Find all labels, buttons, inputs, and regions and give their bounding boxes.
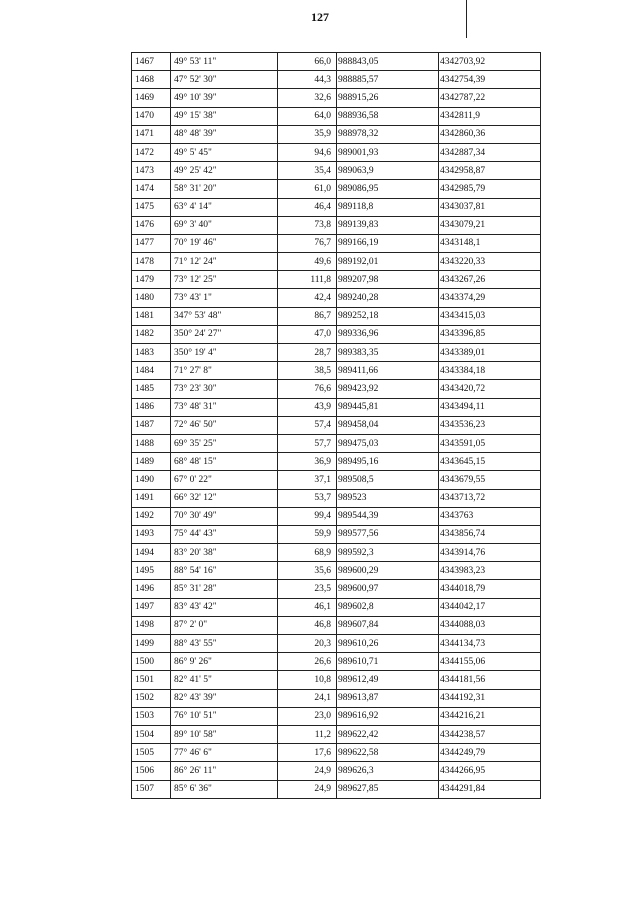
- length-cell: 68,9: [278, 544, 337, 562]
- y-coordinate-cell: 4343914,76: [439, 544, 541, 562]
- length-cell: 35,9: [278, 125, 337, 143]
- bearing-cell: 71° 12' 24": [171, 253, 278, 271]
- bearing-cell: 85° 6' 36": [171, 780, 278, 798]
- point-number-cell: 1474: [132, 180, 171, 198]
- x-coordinate-cell: 989139,83: [337, 216, 439, 234]
- point-number-cell: 1490: [132, 471, 171, 489]
- point-number-cell: 1482: [132, 325, 171, 343]
- length-cell: 24,1: [278, 689, 337, 707]
- table-row: [132, 234, 541, 252]
- table-row: [132, 707, 541, 725]
- table-row: [132, 398, 541, 416]
- table-row: [132, 416, 541, 434]
- length-cell: 37,1: [278, 471, 337, 489]
- point-number-cell: 1505: [132, 744, 171, 762]
- table-row: [132, 744, 541, 762]
- length-cell: 47,0: [278, 325, 337, 343]
- point-number-cell: 1497: [132, 598, 171, 616]
- point-number-cell: 1503: [132, 707, 171, 725]
- y-coordinate-cell: 4343536,23: [439, 416, 541, 434]
- y-coordinate-cell: 4342754,39: [439, 71, 541, 89]
- bearing-cell: 69° 35' 25": [171, 434, 278, 452]
- x-coordinate-cell: 989423,92: [337, 380, 439, 398]
- table-row: [132, 253, 541, 271]
- x-coordinate-cell: 989086,95: [337, 180, 439, 198]
- length-cell: 44,3: [278, 71, 337, 89]
- length-cell: 35,4: [278, 162, 337, 180]
- point-number-cell: 1499: [132, 635, 171, 653]
- bearing-cell: 67° 0' 22": [171, 471, 278, 489]
- length-cell: 86,7: [278, 307, 337, 325]
- table-row: [132, 671, 541, 689]
- point-number-cell: 1481: [132, 307, 171, 325]
- x-coordinate-cell: 989610,26: [337, 635, 439, 653]
- length-cell: 76,6: [278, 380, 337, 398]
- x-coordinate-cell: 989523: [337, 489, 439, 507]
- bearing-cell: 49° 53' 11": [171, 53, 278, 71]
- x-coordinate-cell: 989577,56: [337, 525, 439, 543]
- bearing-cell: 71° 27' 8": [171, 362, 278, 380]
- x-coordinate-cell: 989383,35: [337, 344, 439, 362]
- y-coordinate-cell: 4343420,72: [439, 380, 541, 398]
- x-coordinate-cell: 989495,16: [337, 453, 439, 471]
- length-cell: 99,4: [278, 507, 337, 525]
- x-coordinate-cell: 988978,32: [337, 125, 439, 143]
- length-cell: 17,6: [278, 744, 337, 762]
- table-row: [132, 616, 541, 634]
- y-coordinate-cell: 4344238,57: [439, 725, 541, 743]
- table-row: [132, 562, 541, 580]
- table-row: [132, 653, 541, 671]
- y-coordinate-cell: 4343396,85: [439, 325, 541, 343]
- y-coordinate-cell: 4343983,23: [439, 562, 541, 580]
- length-cell: 35,6: [278, 562, 337, 580]
- x-coordinate-cell: 989508,5: [337, 471, 439, 489]
- point-number-cell: 1473: [132, 162, 171, 180]
- point-number-cell: 1472: [132, 143, 171, 161]
- y-coordinate-cell: 4343494,11: [439, 398, 541, 416]
- y-coordinate-cell: 4342703,92: [439, 53, 541, 71]
- bearing-cell: 77° 46' 6": [171, 744, 278, 762]
- table-row: [132, 162, 541, 180]
- x-coordinate-cell: 989610,71: [337, 653, 439, 671]
- point-number-cell: 1483: [132, 344, 171, 362]
- table-row: [132, 271, 541, 289]
- length-cell: 46,8: [278, 616, 337, 634]
- bearing-cell: 88° 54' 16": [171, 562, 278, 580]
- table-row: [132, 598, 541, 616]
- x-coordinate-cell: 988843,05: [337, 53, 439, 71]
- point-number-cell: 1494: [132, 544, 171, 562]
- length-cell: 59,9: [278, 525, 337, 543]
- length-cell: 76,7: [278, 234, 337, 252]
- bearing-cell: 73° 12' 25": [171, 271, 278, 289]
- table-row: [132, 289, 541, 307]
- point-number-cell: 1495: [132, 562, 171, 580]
- table-row: [132, 107, 541, 125]
- x-coordinate-cell: 989622,42: [337, 725, 439, 743]
- bearing-cell: 58° 31' 20": [171, 180, 278, 198]
- bearing-cell: 350° 19' 4": [171, 344, 278, 362]
- x-coordinate-cell: 988915,26: [337, 89, 439, 107]
- x-coordinate-cell: 989600,97: [337, 580, 439, 598]
- length-cell: 23,5: [278, 580, 337, 598]
- length-cell: 53,7: [278, 489, 337, 507]
- table-row: [132, 380, 541, 398]
- length-cell: 61,0: [278, 180, 337, 198]
- x-coordinate-cell: 989192,01: [337, 253, 439, 271]
- y-coordinate-cell: 4343148,1: [439, 234, 541, 252]
- table-row: [132, 507, 541, 525]
- length-cell: 64,0: [278, 107, 337, 125]
- length-cell: 66,0: [278, 53, 337, 71]
- length-cell: 57,4: [278, 416, 337, 434]
- y-coordinate-cell: 4344042,17: [439, 598, 541, 616]
- table-row: [132, 344, 541, 362]
- y-coordinate-cell: 4343037,81: [439, 198, 541, 216]
- point-number-cell: 1507: [132, 780, 171, 798]
- x-coordinate-cell: 989600,29: [337, 562, 439, 580]
- point-number-cell: 1500: [132, 653, 171, 671]
- y-coordinate-cell: 4343856,74: [439, 525, 541, 543]
- point-number-cell: 1484: [132, 362, 171, 380]
- coordinates-table-body: [132, 53, 541, 799]
- bearing-cell: 347° 53' 48": [171, 307, 278, 325]
- x-coordinate-cell: 989475,03: [337, 434, 439, 452]
- x-coordinate-cell: 989240,28: [337, 289, 439, 307]
- y-coordinate-cell: 4343713,72: [439, 489, 541, 507]
- y-coordinate-cell: 4344018,79: [439, 580, 541, 598]
- table-row: [132, 307, 541, 325]
- table-row: [132, 689, 541, 707]
- point-number-cell: 1488: [132, 434, 171, 452]
- length-cell: 32,6: [278, 89, 337, 107]
- table-row: [132, 89, 541, 107]
- table-row: [132, 635, 541, 653]
- table-row: [132, 544, 541, 562]
- bearing-cell: 76° 10' 51": [171, 707, 278, 725]
- x-coordinate-cell: 989336,96: [337, 325, 439, 343]
- point-number-cell: 1504: [132, 725, 171, 743]
- bearing-cell: 63° 4' 14": [171, 198, 278, 216]
- point-number-cell: 1493: [132, 525, 171, 543]
- table-row: [132, 71, 541, 89]
- length-cell: 26,6: [278, 653, 337, 671]
- y-coordinate-cell: 4343591,05: [439, 434, 541, 452]
- length-cell: 57,7: [278, 434, 337, 452]
- point-number-cell: 1480: [132, 289, 171, 307]
- point-number-cell: 1468: [132, 71, 171, 89]
- bearing-cell: 88° 43' 55": [171, 635, 278, 653]
- point-number-cell: 1506: [132, 762, 171, 780]
- length-cell: 38,5: [278, 362, 337, 380]
- length-cell: 36,9: [278, 453, 337, 471]
- length-cell: 49,6: [278, 253, 337, 271]
- table-row: [132, 453, 541, 471]
- length-cell: 20,3: [278, 635, 337, 653]
- table-row: [132, 525, 541, 543]
- length-cell: 28,7: [278, 344, 337, 362]
- bearing-cell: 49° 25' 42": [171, 162, 278, 180]
- y-coordinate-cell: 4343415,03: [439, 307, 541, 325]
- length-cell: 11,2: [278, 725, 337, 743]
- coordinates-table: [131, 52, 541, 799]
- point-number-cell: 1470: [132, 107, 171, 125]
- length-cell: 46,4: [278, 198, 337, 216]
- table-row: [132, 434, 541, 452]
- length-cell: 73,8: [278, 216, 337, 234]
- y-coordinate-cell: 4343389,01: [439, 344, 541, 362]
- bearing-cell: 86° 9' 26": [171, 653, 278, 671]
- x-coordinate-cell: 988936,58: [337, 107, 439, 125]
- bearing-cell: 83° 43' 42": [171, 598, 278, 616]
- point-number-cell: 1477: [132, 234, 171, 252]
- length-cell: 42,4: [278, 289, 337, 307]
- length-cell: 24,9: [278, 762, 337, 780]
- x-coordinate-cell: 989613,87: [337, 689, 439, 707]
- page-number: 127: [311, 10, 329, 24]
- point-number-cell: 1489: [132, 453, 171, 471]
- bearing-cell: 73° 23' 30": [171, 380, 278, 398]
- point-number-cell: 1479: [132, 271, 171, 289]
- x-coordinate-cell: 989607,84: [337, 616, 439, 634]
- table-row: [132, 143, 541, 161]
- y-coordinate-cell: 4343079,21: [439, 216, 541, 234]
- bearing-cell: 73° 43' 1": [171, 289, 278, 307]
- y-coordinate-cell: 4344088,03: [439, 616, 541, 634]
- y-coordinate-cell: 4344249,79: [439, 744, 541, 762]
- x-coordinate-cell: 989118,8: [337, 198, 439, 216]
- bearing-cell: 83° 20' 38": [171, 544, 278, 562]
- table-row: [132, 216, 541, 234]
- table-row: [132, 53, 541, 71]
- table-row: [132, 471, 541, 489]
- x-coordinate-cell: 989445,81: [337, 398, 439, 416]
- point-number-cell: 1467: [132, 53, 171, 71]
- table-row: [132, 325, 541, 343]
- x-coordinate-cell: 989626,3: [337, 762, 439, 780]
- bearing-cell: 89° 10' 58": [171, 725, 278, 743]
- table-row: [132, 125, 541, 143]
- point-number-cell: 1492: [132, 507, 171, 525]
- length-cell: 10,8: [278, 671, 337, 689]
- point-number-cell: 1498: [132, 616, 171, 634]
- length-cell: 43,9: [278, 398, 337, 416]
- point-number-cell: 1502: [132, 689, 171, 707]
- y-coordinate-cell: 4344192,31: [439, 689, 541, 707]
- y-coordinate-cell: 4343384,18: [439, 362, 541, 380]
- y-coordinate-cell: 4343267,26: [439, 271, 541, 289]
- x-coordinate-cell: 989602,8: [337, 598, 439, 616]
- x-coordinate-cell: 989627,85: [337, 780, 439, 798]
- y-coordinate-cell: 4342860,36: [439, 125, 541, 143]
- y-coordinate-cell: 4343763: [439, 507, 541, 525]
- table-row: [132, 762, 541, 780]
- length-cell: 24,9: [278, 780, 337, 798]
- y-coordinate-cell: 4344291,84: [439, 780, 541, 798]
- bearing-cell: 66° 32' 12": [171, 489, 278, 507]
- bearing-cell: 350° 24' 27": [171, 325, 278, 343]
- table-row: [132, 725, 541, 743]
- x-coordinate-cell: 989592,3: [337, 544, 439, 562]
- bearing-cell: 85° 31' 28": [171, 580, 278, 598]
- y-coordinate-cell: 4342958,87: [439, 162, 541, 180]
- y-coordinate-cell: 4342811,9: [439, 107, 541, 125]
- x-coordinate-cell: 989207,98: [337, 271, 439, 289]
- table-row: [132, 198, 541, 216]
- table-row: [132, 780, 541, 798]
- bearing-cell: 82° 43' 39": [171, 689, 278, 707]
- bearing-cell: 73° 48' 31": [171, 398, 278, 416]
- x-coordinate-cell: 988885,57: [337, 71, 439, 89]
- length-cell: 46,1: [278, 598, 337, 616]
- y-coordinate-cell: 4344181,56: [439, 671, 541, 689]
- x-coordinate-cell: 989252,18: [337, 307, 439, 325]
- y-coordinate-cell: 4344155,06: [439, 653, 541, 671]
- x-coordinate-cell: 989411,66: [337, 362, 439, 380]
- x-coordinate-cell: 989063,9: [337, 162, 439, 180]
- y-coordinate-cell: 4342887,34: [439, 143, 541, 161]
- x-coordinate-cell: 989612,49: [337, 671, 439, 689]
- x-coordinate-cell: 989616,92: [337, 707, 439, 725]
- point-number-cell: 1496: [132, 580, 171, 598]
- point-number-cell: 1486: [132, 398, 171, 416]
- y-coordinate-cell: 4343645,15: [439, 453, 541, 471]
- x-coordinate-cell: 989544,39: [337, 507, 439, 525]
- margin-line: [466, 0, 467, 38]
- table-row: [132, 580, 541, 598]
- x-coordinate-cell: 989166,19: [337, 234, 439, 252]
- point-number-cell: 1478: [132, 253, 171, 271]
- table-row: [132, 180, 541, 198]
- bearing-cell: 87° 2' 0": [171, 616, 278, 634]
- bearing-cell: 82° 41' 5": [171, 671, 278, 689]
- length-cell: 94,6: [278, 143, 337, 161]
- point-number-cell: 1469: [132, 89, 171, 107]
- bearing-cell: 48° 48' 39": [171, 125, 278, 143]
- point-number-cell: 1501: [132, 671, 171, 689]
- table-row: [132, 362, 541, 380]
- y-coordinate-cell: 4343220,33: [439, 253, 541, 271]
- y-coordinate-cell: 4342985,79: [439, 180, 541, 198]
- point-number-cell: 1485: [132, 380, 171, 398]
- y-coordinate-cell: 4344266,95: [439, 762, 541, 780]
- bearing-cell: 70° 30' 49": [171, 507, 278, 525]
- point-number-cell: 1476: [132, 216, 171, 234]
- bearing-cell: 49° 15' 38": [171, 107, 278, 125]
- bearing-cell: 69° 3' 40": [171, 216, 278, 234]
- length-cell: 23,0: [278, 707, 337, 725]
- y-coordinate-cell: 4342787,22: [439, 89, 541, 107]
- point-number-cell: 1475: [132, 198, 171, 216]
- point-number-cell: 1491: [132, 489, 171, 507]
- y-coordinate-cell: 4344134,73: [439, 635, 541, 653]
- bearing-cell: 70° 19' 46": [171, 234, 278, 252]
- x-coordinate-cell: 989622,58: [337, 744, 439, 762]
- x-coordinate-cell: 989001,93: [337, 143, 439, 161]
- bearing-cell: 86° 26' 11": [171, 762, 278, 780]
- bearing-cell: 72° 46' 50": [171, 416, 278, 434]
- x-coordinate-cell: 989458,04: [337, 416, 439, 434]
- bearing-cell: 75° 44' 43": [171, 525, 278, 543]
- bearing-cell: 47° 52' 30": [171, 71, 278, 89]
- point-number-cell: 1487: [132, 416, 171, 434]
- length-cell: 111,8: [278, 271, 337, 289]
- point-number-cell: 1471: [132, 125, 171, 143]
- bearing-cell: 49° 10' 39": [171, 89, 278, 107]
- table-row: [132, 489, 541, 507]
- y-coordinate-cell: 4344216,21: [439, 707, 541, 725]
- bearing-cell: 68° 48' 15": [171, 453, 278, 471]
- y-coordinate-cell: 4343374,29: [439, 289, 541, 307]
- y-coordinate-cell: 4343679,55: [439, 471, 541, 489]
- bearing-cell: 49° 5' 45": [171, 143, 278, 161]
